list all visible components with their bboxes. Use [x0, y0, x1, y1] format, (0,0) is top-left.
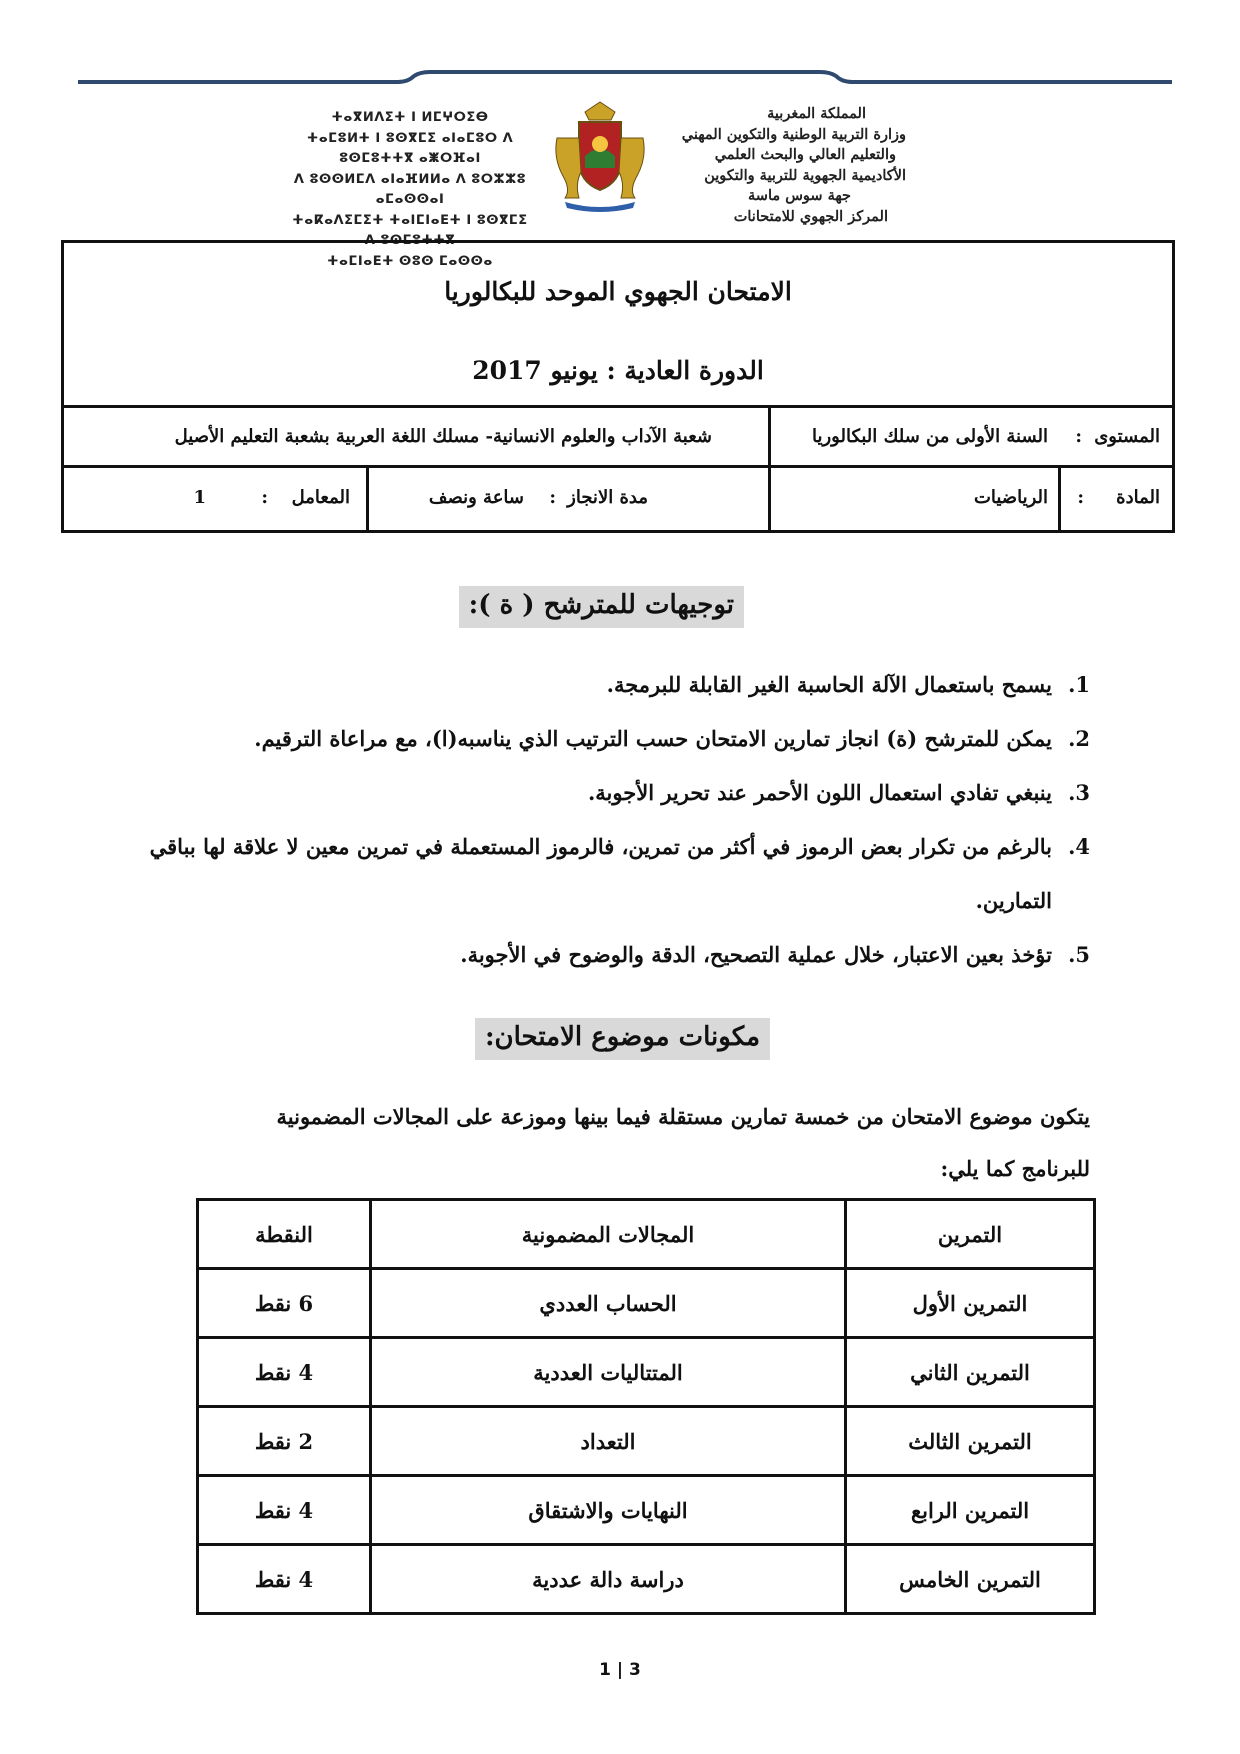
table-header: التمرين [846, 1200, 1095, 1269]
instruction-item [607, 672, 1090, 697]
level-value: السنة الأولى من سلك البكالوريا [811, 426, 1048, 447]
components-intro: للبرنامج كما يلي: [940, 1156, 1090, 1181]
colon: : [1077, 487, 1084, 508]
table-cell: 6 نقط [198, 1269, 371, 1338]
components-table [196, 1198, 1096, 1615]
instruction-item [254, 726, 1090, 751]
cell-divider [366, 468, 369, 530]
instruction-number: 2. [1068, 726, 1090, 751]
table-cell: النهايات والاشتقاق [371, 1476, 846, 1545]
exam-info-box [61, 240, 1175, 533]
instruction-text: التمارين. [975, 888, 1052, 913]
components-heading: مكونات موضوع الامتحان: [475, 1018, 770, 1060]
table-cell: 2 نقط [198, 1407, 371, 1476]
arabic-header-line: المركز الجهوي للامتحانات [733, 207, 888, 225]
colon: : [549, 487, 556, 508]
tifinagh-line: ⵜⴰⴳⵍⴷⵉⵜ ⵏ ⵍⵎⵖⵔⵉⴱ [331, 110, 489, 125]
instruction-item [150, 834, 1090, 859]
tifinagh-line: ⴷ ⵓⵙⵙⵍⵎⴷ ⴰⵏⴰⴼⵍⵍⴰ ⴷ ⵓⵔⵣⵣⵓ ⴰⵎⴰⵙⵙⴰⵏ [293, 171, 527, 207]
duration-label: مدة الانجاز [567, 487, 648, 508]
table-cell: 4 نقط [198, 1545, 371, 1614]
table-cell: التمرين الأول [846, 1269, 1095, 1338]
instruction-item [460, 942, 1090, 967]
header-rule [78, 70, 1172, 90]
tifinagh-line: ⵜⴰⵎⵏⴰⴹⵜ ⵙⵓⵙ ⵎⴰⵙⵙⴰ [327, 253, 493, 269]
table-cell: التمرين الخامس [846, 1545, 1095, 1614]
branch-value: شعبة الآداب والعلوم الانسانية- مسلك اللغة العربية بشعبة التعليم الأصيل [174, 426, 712, 447]
arabic-header [636, 104, 906, 227]
cell-divider [1058, 468, 1061, 530]
table-cell: التمرين الثالث [846, 1407, 1095, 1476]
arabic-header-line: وزارة التربية الوطنية والتكوين المهني [681, 125, 906, 143]
instruction-text: يمكن للمترشح (ة) انجاز تمارين الامتحان حسب الترتيب الذي يناسبه(ا)، مع مراعاة الترقيم. [254, 726, 1052, 751]
instruction-number: 4. [1068, 834, 1090, 859]
table-cell: 4 نقط [198, 1476, 371, 1545]
instruction-number: 5. [1068, 942, 1090, 967]
level-row [64, 408, 1172, 468]
arabic-header-line: الأكاديمية الجهوية للتربية والتكوين [704, 166, 906, 184]
table-row [198, 1545, 1095, 1614]
components-intro: يتكون موضوع الامتحان من خمسة تمارين مستقلة فيما بينها وموزعة على المجالات المضمونية [276, 1104, 1090, 1129]
exam-title: الامتحان الجهوي الموحد للبكالوريا [444, 277, 792, 306]
table-row [198, 1269, 1095, 1338]
duration-value: ساعة ونصف [428, 487, 524, 508]
table-row [198, 1407, 1095, 1476]
cell-divider [768, 408, 771, 465]
table-cell: دراسة دالة عددية [371, 1545, 846, 1614]
instruction-text: بالرغم من تكرار بعض الرموز في أكثر من تمرين، فالرموز المستعملة في تمرين معين لا علاقة لها بباقي [149, 834, 1052, 859]
arabic-header-line: والتعليم العالي والبحث العلمي [714, 146, 896, 163]
page-number: 1 | 3 [599, 1660, 641, 1680]
arabic-header-line: المملكة المغربية [767, 105, 866, 122]
table-cell: التعداد [371, 1407, 846, 1476]
subject-row [64, 468, 1172, 530]
cell-divider [768, 468, 771, 530]
instruction-item [588, 780, 1090, 805]
colon: : [1075, 426, 1082, 447]
table-cell: 4 نقط [198, 1338, 371, 1407]
tifinagh-line: ⵜⴰⴽⴰⴷⵉⵎⵉⵜ ⵜⴰⵏⵎⵏⴰⴹⵜ ⵏ ⵓⵙⴳⵎⵉ ⴷ ⵓⵙⵎⵓⵜⵜⴳ [292, 212, 528, 248]
coef-label: المعامل [291, 487, 350, 508]
exam-session: الدورة العادية : يونيو 2017 [472, 356, 764, 385]
table-header: المجالات المضمونية [371, 1200, 846, 1269]
instruction-text: تؤخذ بعين الاعتبار، خلال عملية التصحيح، الدقة والوضوح في الأجوبة. [460, 942, 1052, 967]
subject-value: الرياضيات [973, 487, 1048, 508]
table-cell: المتتاليات العددية [371, 1338, 846, 1407]
table-cell: الحساب العددي [371, 1269, 846, 1338]
tifinagh-line: ⵜⴰⵎⵓⵍⵜ ⵏ ⵓⵙⴳⵎⵉ ⴰⵏⴰⵎⵓⵔ ⴷ ⵓⵙⵎⵓⵜⵜⴳ ⴰⵥⵔⴼⴰⵏ [306, 130, 514, 166]
table-row [198, 1338, 1095, 1407]
instruction-text: ينبغي تفادي استعمال اللون الأحمر عند تحرير الأجوبة. [587, 780, 1052, 805]
table-cell: التمرين الثاني [846, 1338, 1095, 1407]
coef-value: 1 [193, 487, 206, 508]
table-header: النقطة [198, 1200, 371, 1269]
subject-label: المادة [1116, 487, 1160, 508]
instruction-item [976, 888, 1090, 913]
table-cell: التمرين الرابع [846, 1476, 1095, 1545]
instructions-heading: توجيهات للمترشح ( ة ): [459, 586, 744, 628]
arabic-header-line: جهة سوس ماسة [748, 187, 851, 204]
instruction-number: 3. [1068, 780, 1090, 805]
colon: : [261, 487, 268, 508]
table-header-row [198, 1200, 1095, 1269]
instruction-number: 1. [1068, 672, 1090, 697]
instruction-text: يسمح باستعمال الآلة الحاسبة الغير القابلة للبرمجة. [606, 672, 1052, 697]
table-row [198, 1476, 1095, 1545]
level-label: المستوى [1094, 426, 1160, 447]
title-row [64, 243, 1172, 408]
